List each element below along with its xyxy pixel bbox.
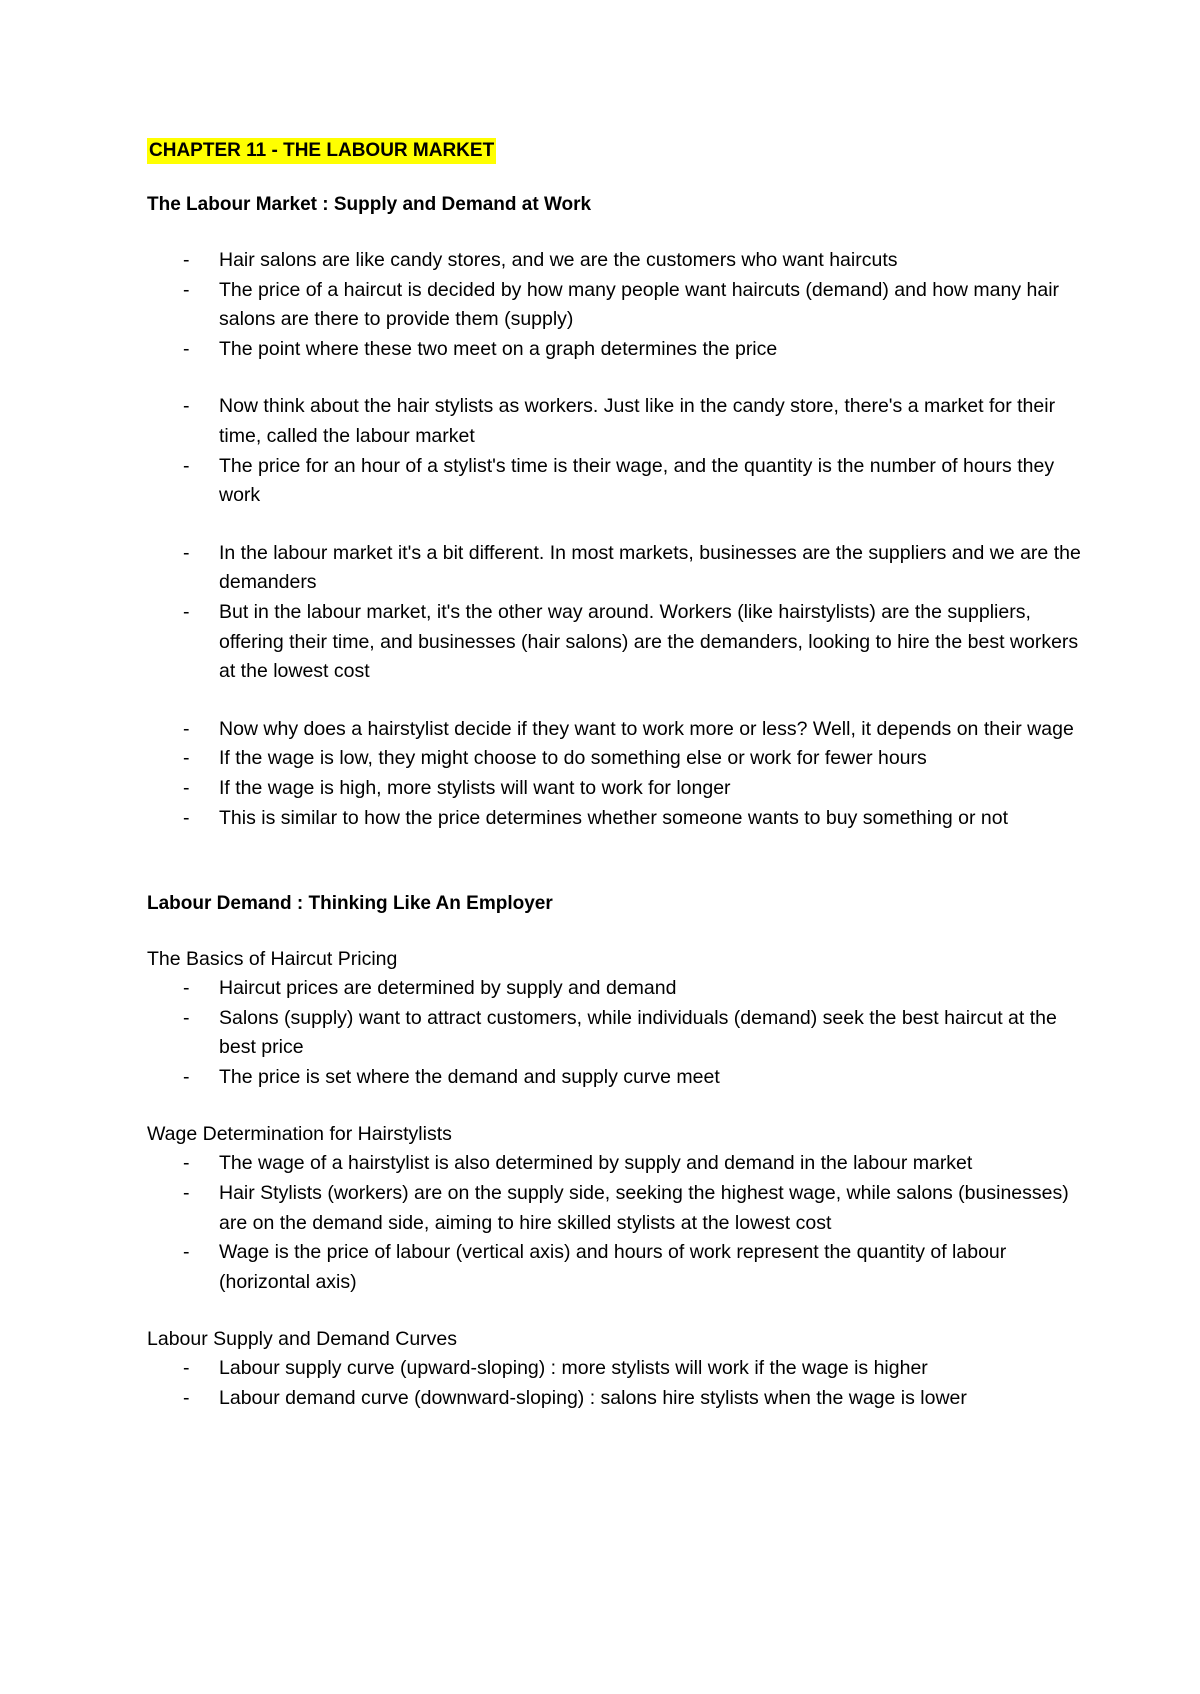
bullet-marker: - [183,454,190,477]
list-item-text: The point where these two meet on a graph determines the price [219,337,778,360]
list-item-text: Salons (supply) want to attract customers, while individuals (demand) seek the best haircut at the best price [219,1006,1057,1059]
list-item-text: Now why does a hairstylist decide if they want to work more or less? Well, it depends on their wage [219,717,1074,740]
bullet-marker: - [183,1006,190,1029]
spacer [147,833,1077,891]
list-item-text: In the labour market it's a bit different. In most markets, businesses are the suppliers and we are the demanders [219,541,1081,594]
list-item [147,744,1099,774]
list-item [147,1238,1099,1297]
list-item [147,774,1099,804]
list-item [147,1063,1099,1093]
list-item-text: Now think about the hair stylists as workers. Just like in the candy store, there's a market for their time, called the labour market [219,395,1056,447]
bullet-list-wage-determination [147,1149,1077,1297]
list-item [147,539,1099,598]
bullet-marker: - [183,977,190,1000]
spacer [147,511,1077,539]
subsection-heading-haircut-pricing: The Basics of Haircut Pricing [147,948,398,971]
list-item-text: But in the labour market, it's the other way around. Workers (like hairstylists) are the suppliers, offering their time, and businesses (hair salons) are the demanders, looking to hire the best workers at the lowest cost [219,600,1079,683]
bullet-list-labour-market-2 [147,392,1077,510]
bullet-marker: - [183,278,190,301]
list-item-text: Labour supply curve (upward-sloping) : more stylists will work if the wage is higher [219,1357,928,1380]
list-item-text: The price for an hour of a stylist's time is their wage, and the quantity is the number of hours they work [219,454,1055,507]
list-item [147,804,1099,834]
list-item [147,1149,1099,1179]
document-page [147,138,1081,1414]
list-item [147,715,1099,745]
bullet-marker: - [183,337,190,360]
bullet-list-labour-market-3 [147,539,1081,687]
bullet-list-haircut-pricing [147,974,1077,1092]
list-item [147,1179,1099,1238]
list-item [147,452,1099,511]
list-item [147,392,1099,451]
list-item [147,335,1099,365]
subsection-heading-supply-demand-curves: Labour Supply and Demand Curves [147,1328,458,1351]
bullet-marker: - [183,1241,190,1264]
list-item-text: Labour demand curve (downward-sloping) : salons hire stylists when the wage is lower [219,1387,967,1410]
bullet-marker: - [183,776,190,799]
spacer [147,917,1077,945]
list-item [147,1004,1099,1063]
list-item [147,1354,1099,1384]
bullet-marker: - [183,717,190,740]
list-item-text: If the wage is high, more stylists will want to work for longer [219,776,731,799]
list-item-text: Haircut prices are determined by supply and demand [219,977,677,1000]
bullet-marker: - [183,1182,190,1205]
spacer [147,687,1077,715]
list-item [147,974,1099,1004]
list-item-text: The price is set where the demand and supply curve meet [219,1065,720,1088]
list-item-text: Hair salons are like candy stores, and we are the customers who want haircuts [219,249,898,271]
list-item-text: This is similar to how the price determines whether someone wants to buy something or not [219,806,1009,829]
list-item [147,246,1099,276]
bullet-marker: - [183,395,190,418]
bullet-list-labour-market-4 [147,715,1077,833]
subsection-heading-wage-determination: Wage Determination for Hairstylists [147,1123,452,1146]
bullet-list-supply-demand-curves [147,1354,1077,1413]
chapter-title: CHAPTER 11 - THE LABOUR MARKET [147,138,496,164]
spacer [147,218,1077,246]
spacer [147,1092,1077,1120]
bullet-marker: - [183,541,190,564]
list-item-text: Hair Stylists (workers) are on the supply side, seeking the highest wage, while salons (businesses) are on the demand side, aiming to hire skilled stylists at the lowest cost [219,1182,1069,1234]
bullet-marker: - [183,1357,190,1380]
section-heading-labour-market: The Labour Market : Supply and Demand at Work [147,194,592,215]
bullet-marker: - [183,249,190,271]
section-heading-labour-demand: Labour Demand : Thinking Like An Employer [147,893,553,915]
spacer [147,364,1077,392]
list-item [147,1384,1099,1414]
bullet-marker: - [183,1387,190,1410]
bullet-list-labour-market-1 [147,246,1077,364]
list-item-text: The price of a haircut is decided by how many people want haircuts (demand) and how many hair salons are there to provide them (supply) [219,278,1060,331]
list-item [147,598,1099,687]
bullet-marker: - [183,806,190,829]
bullet-marker: - [183,1152,190,1175]
list-item-text: The wage of a hairstylist is also determined by supply and demand in the labour market [219,1152,973,1175]
spacer [147,1297,1077,1325]
list-item-text: Wage is the price of labour (vertical axis) and hours of work represent the quantity of labour (horizontal axis) [219,1241,1007,1293]
bullet-marker: - [183,747,190,770]
list-item [147,276,1099,335]
bullet-marker: - [183,600,190,623]
list-item-text: If the wage is low, they might choose to do something else or work for fewer hours [219,747,927,770]
bullet-marker: - [183,1065,190,1088]
spacer [147,164,1077,192]
